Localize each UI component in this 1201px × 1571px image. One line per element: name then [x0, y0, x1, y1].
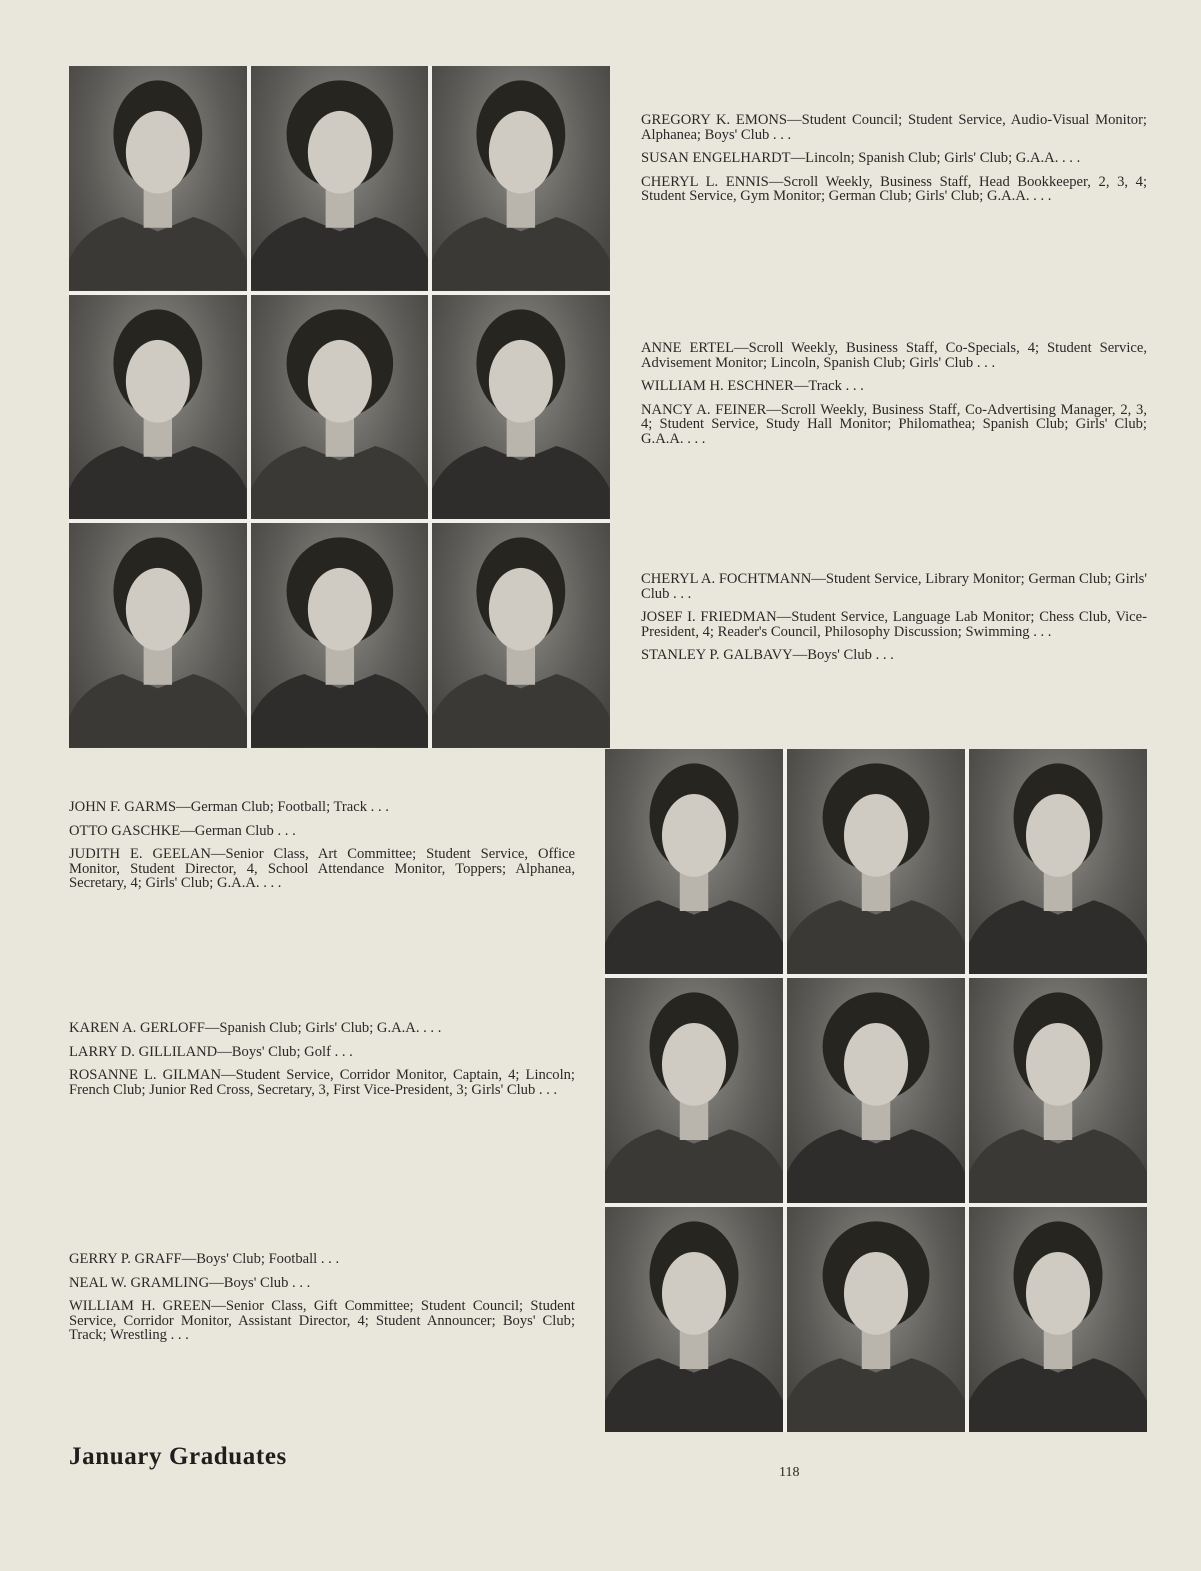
portrait-silhouette — [787, 1207, 965, 1432]
bio-entry: GREGORY K. EMONS—Student Council; Student Service, Audio-Visual Monitor; Alphanea; Boys' Club . . . — [641, 112, 1147, 143]
bio-entry: JOSEF I. FRIEDMAN—Student Service, Language Lab Monitor; Chess Club, Vice-President, 4; Reader's Council, Philosophy Discussion; Swimming . . . — [641, 609, 1147, 640]
face-shape — [126, 568, 190, 651]
bio-group-right-3 — [641, 572, 1147, 672]
portrait-silhouette — [969, 978, 1147, 1203]
face-shape — [126, 111, 190, 194]
portrait-josef-friedman — [251, 523, 429, 748]
portrait-silhouette — [251, 66, 429, 291]
portrait-stanley-galbavy — [432, 523, 610, 748]
face-shape — [308, 111, 372, 194]
shoulders-shape — [969, 1358, 1147, 1432]
shoulders-shape — [432, 446, 610, 520]
shoulders-shape — [432, 217, 610, 291]
shoulders-shape — [605, 900, 783, 974]
portrait-silhouette — [432, 523, 610, 748]
portrait-anne-ertel — [69, 295, 247, 520]
portrait-cheryl-ennis — [432, 66, 610, 291]
bio-entry: STANLEY P. GALBAVY—Boys' Club . . . — [641, 647, 894, 663]
portrait-silhouette — [787, 749, 965, 974]
bio-group-left-2 — [69, 1021, 575, 1106]
portrait-silhouette — [787, 978, 965, 1203]
portrait-nancy-feiner — [432, 295, 610, 520]
portrait-silhouette — [251, 295, 429, 520]
bio-entry: LARRY D. GILLILAND—Boys' Club; Golf . . . — [69, 1043, 353, 1060]
bio-group-left-1 — [69, 800, 575, 900]
shoulders-shape — [69, 674, 247, 748]
bio-entry: JUDITH E. GEELAN—Senior Class, Art Committee; Student Service, Office Monitor, Student Director, 4, School Attendance Monitor, Toppers; Alphanea, Secretary, 4; Girls' Club; G.A.A. . . . — [69, 846, 575, 891]
bio-entry: ROSANNE L. GILMAN—Student Service, Corridor Monitor, Captain, 4; Lincoln; French Club; Junior Red Cross, Secretary, 3, First Vice-President, 3; Girls' Club . . . — [69, 1067, 575, 1098]
bio-entry: KAREN A. GERLOFF—Spanish Club; Girls' Club; G.A.A. . . . — [69, 1020, 442, 1036]
shoulders-shape — [251, 446, 429, 520]
shoulders-shape — [69, 446, 247, 520]
shoulders-shape — [787, 1358, 965, 1432]
bio-entry: WILLIAM H. GREEN—Senior Class, Gift Committee; Student Council; Student Service, Corridor Monitor, Assistant Director, 4; Student Announcer; Boys' Club; Track; Wrestling . . . — [69, 1298, 575, 1343]
portrait-cheryl-fochtmann — [69, 523, 247, 748]
bio-group-left-3 — [69, 1252, 575, 1352]
portrait-william-eschner — [251, 295, 429, 520]
portrait-silhouette — [69, 295, 247, 520]
face-shape — [489, 568, 553, 651]
portrait-william-green — [969, 1207, 1147, 1432]
face-shape — [489, 340, 553, 423]
face-shape — [308, 568, 372, 651]
portrait-silhouette — [432, 295, 610, 520]
shoulders-shape — [605, 1129, 783, 1203]
bio-entry: WILLIAM H. ESCHNER—Track . . . — [641, 378, 864, 394]
portrait-silhouette — [605, 749, 783, 974]
face-shape — [1026, 1023, 1090, 1106]
shoulders-shape — [605, 1358, 783, 1432]
portrait-gregory-emons — [69, 66, 247, 291]
portrait-neal-gramling — [787, 1207, 965, 1432]
bio-entry: GERRY P. GRAFF—Boys' Club; Football . . . — [69, 1251, 340, 1267]
face-shape — [844, 1252, 908, 1335]
portrait-silhouette — [69, 66, 247, 291]
portrait-john-garms — [605, 749, 783, 974]
face-shape — [126, 340, 190, 423]
portrait-silhouette — [251, 523, 429, 748]
bio-entry: JOHN F. GARMS—German Club; Football; Track . . . — [69, 799, 389, 815]
bio-entry: CHERYL L. ENNIS—Scroll Weekly, Business Staff, Head Bookkeeper, 2, 3, 4; Student Service, Gym Monitor; German Club; Girls' Club; G.A.A. . . . — [641, 173, 1147, 204]
shoulders-shape — [969, 900, 1147, 974]
shoulders-shape — [432, 674, 610, 748]
bio-entry: OTTO GASCHKE—German Club . . . — [69, 822, 296, 839]
face-shape — [1026, 1252, 1090, 1335]
section-title: January Graduates — [69, 1443, 287, 1470]
portrait-silhouette — [69, 523, 247, 748]
face-shape — [489, 111, 553, 194]
portrait-gerry-graff — [605, 1207, 783, 1432]
portrait-otto-gaschke — [787, 749, 965, 974]
page-number: 118 — [779, 1465, 800, 1480]
bio-entry: ANNE ERTEL—Scroll Weekly, Business Staff, Co-Specials, 4; Student Service, Advisement Monitor; Lincoln, Spanish Club; Girls' Club . . . — [641, 340, 1147, 371]
face-shape — [662, 794, 726, 877]
photo-grid-top — [69, 66, 610, 748]
face-shape — [662, 1023, 726, 1106]
shoulders-shape — [969, 1129, 1147, 1203]
face-shape — [844, 1023, 908, 1106]
bio-entry: CHERYL A. FOCHTMANN—Student Service, Library Monitor; German Club; Girls' Club . . . — [641, 571, 1147, 602]
portrait-larry-gilliland — [787, 978, 965, 1203]
portrait-silhouette — [969, 1207, 1147, 1432]
portrait-silhouette — [605, 978, 783, 1203]
shoulders-shape — [251, 674, 429, 748]
bio-entry: NEAL W. GRAMLING—Boys' Club . . . — [69, 1274, 311, 1291]
shoulders-shape — [251, 217, 429, 291]
portrait-silhouette — [969, 749, 1147, 974]
face-shape — [844, 794, 908, 877]
bio-group-right-1 — [641, 113, 1147, 213]
photo-grid-bottom — [605, 749, 1147, 1432]
portrait-rosanne-gilman — [969, 978, 1147, 1203]
portrait-silhouette — [432, 66, 610, 291]
portrait-silhouette — [605, 1207, 783, 1432]
portrait-judith-geelan — [969, 749, 1147, 974]
portrait-susan-engelhardt — [251, 66, 429, 291]
bio-group-right-2 — [641, 341, 1147, 455]
face-shape — [308, 340, 372, 423]
portrait-karen-gerloff — [605, 978, 783, 1203]
face-shape — [662, 1252, 726, 1335]
bio-entry: SUSAN ENGELHARDT—Lincoln; Spanish Club; Girls' Club; G.A.A. . . . — [641, 150, 1081, 166]
bio-entry: NANCY A. FEINER—Scroll Weekly, Business Staff, Co-Advertising Manager, 2, 3, 4; Student Service, Study Hall Monitor; Philomathea; Spanish Club; Girls' Club; G.A.A. . . . — [641, 401, 1147, 447]
shoulders-shape — [787, 900, 965, 974]
face-shape — [1026, 794, 1090, 877]
shoulders-shape — [787, 1129, 965, 1203]
shoulders-shape — [69, 217, 247, 291]
